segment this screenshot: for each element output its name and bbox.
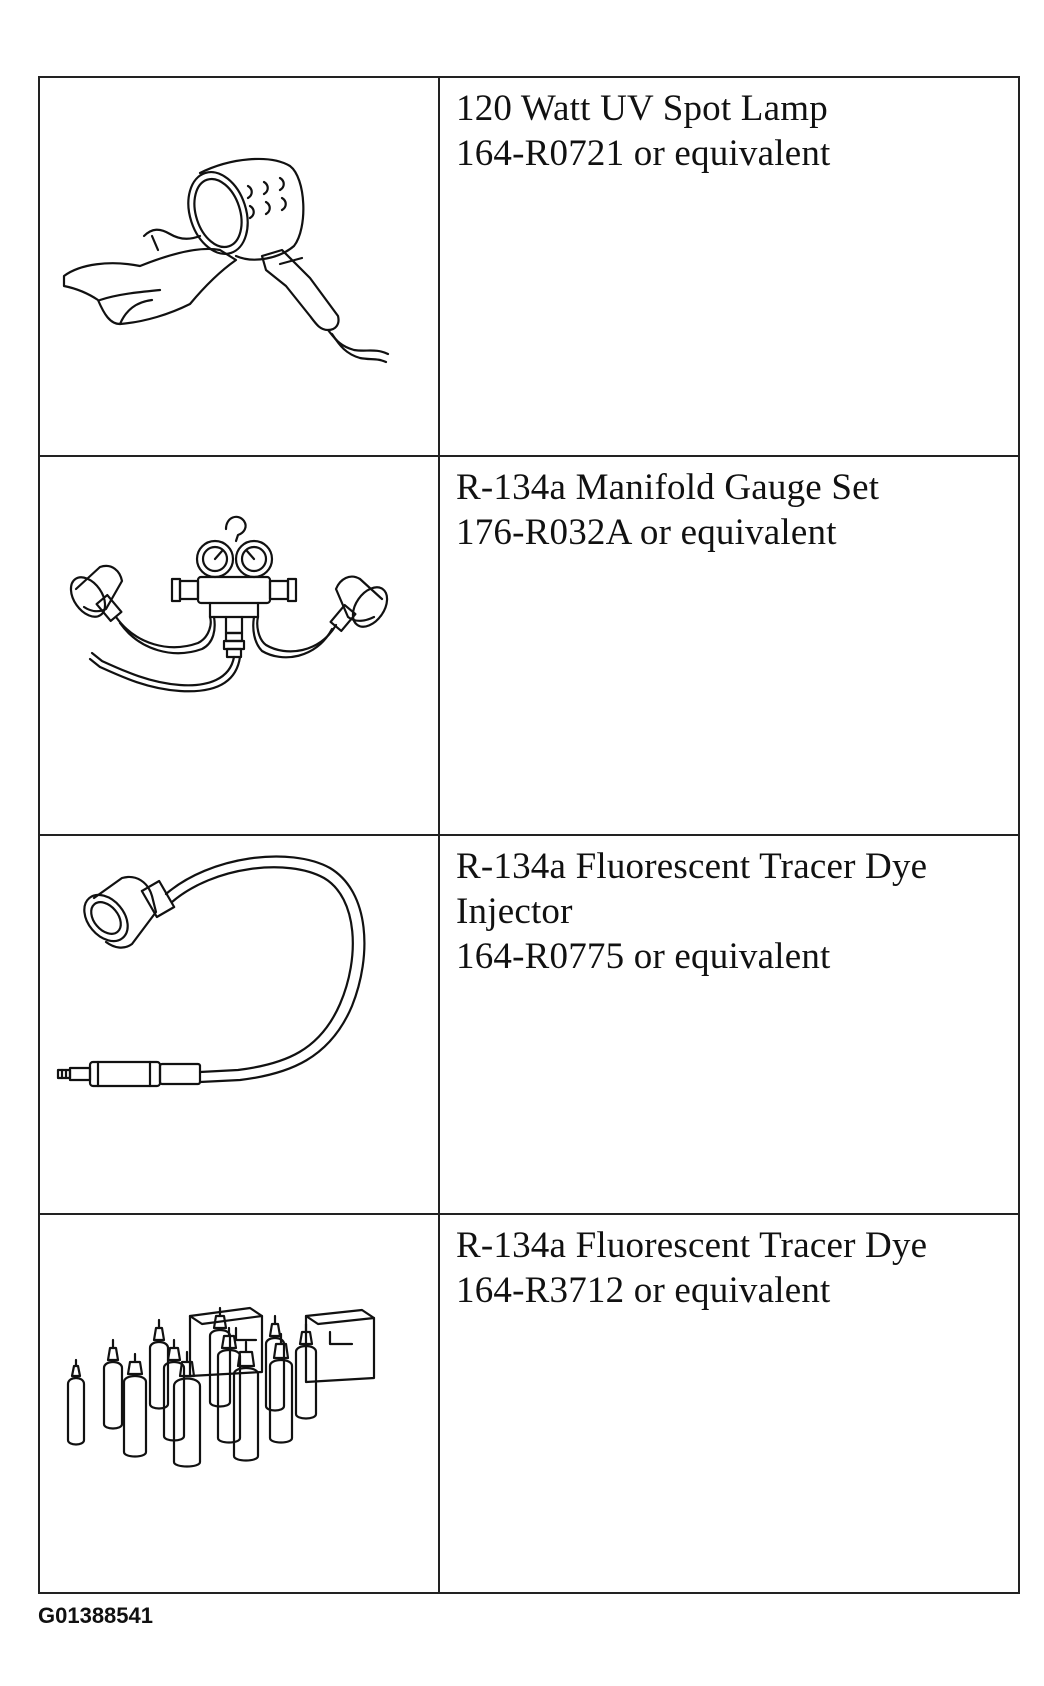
tool-illustration-cell xyxy=(39,835,439,1214)
tool-row xyxy=(39,835,1019,1214)
figure-id: G01388541 xyxy=(38,1603,153,1628)
tool-name: R-134a Fluorescent Tracer Dye xyxy=(456,1225,928,1266)
tool-illustration-cell xyxy=(39,456,439,835)
tool-illustration-cell xyxy=(39,77,439,456)
tool-part-number: 164-R0775 or equivalent xyxy=(456,936,831,977)
tool-name: 120 Watt UV Spot Lamp xyxy=(456,88,828,129)
tool-description-cell xyxy=(439,835,1019,1214)
tool-part-number: 164-R3712 or equivalent xyxy=(456,1270,831,1311)
dye-bottles-icon xyxy=(40,1215,438,1592)
tool-description-cell xyxy=(439,1214,1019,1593)
bottle-group xyxy=(68,1308,316,1467)
tool-table xyxy=(38,76,1020,1594)
tool-row xyxy=(39,456,1019,835)
tool-row xyxy=(39,1214,1019,1593)
tool-illustration-cell xyxy=(39,1214,439,1593)
tool-row xyxy=(39,77,1019,456)
tool-description-cell xyxy=(439,77,1019,456)
tool-name: R-134a Manifold Gauge Set xyxy=(456,467,880,508)
uv-spot-lamp-icon xyxy=(40,78,438,455)
manifold-gauge-set-icon xyxy=(40,457,438,834)
tool-name-continued: Injector xyxy=(456,891,573,932)
dye-injector-icon xyxy=(40,836,438,1213)
tool-part-number: 164-R0721 or equivalent xyxy=(456,133,831,174)
tool-part-number: 176-R032A or equivalent xyxy=(456,512,837,553)
tool-name: R-134a Fluorescent Tracer Dye xyxy=(456,846,928,887)
tool-description-cell xyxy=(439,456,1019,835)
